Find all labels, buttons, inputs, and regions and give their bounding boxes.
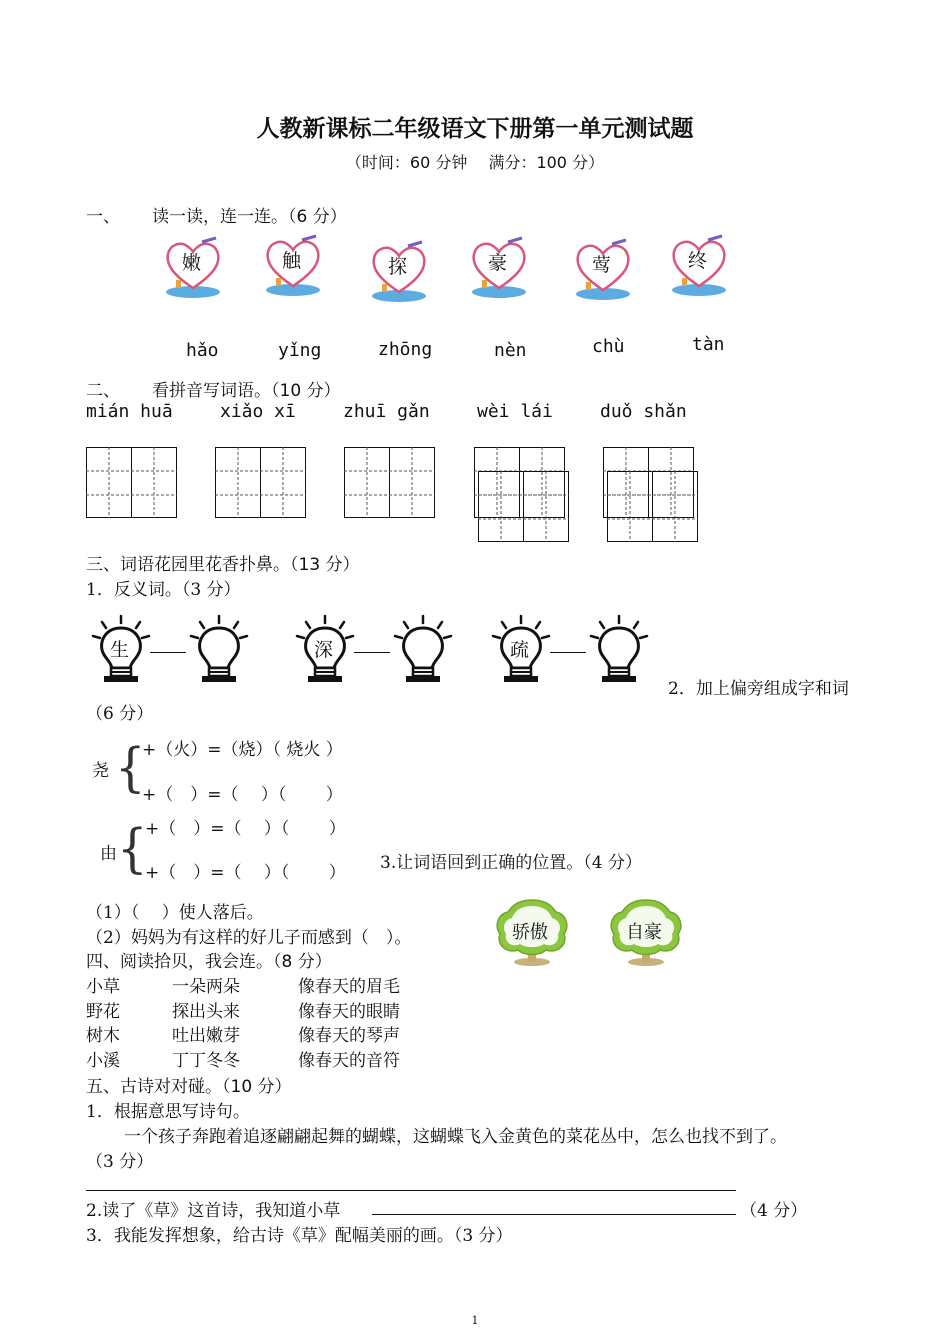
- tian-grid[interactable]: [478, 471, 570, 543]
- tian-grid[interactable]: [215, 447, 307, 519]
- lightbulb-icon: [490, 614, 552, 686]
- section-3-title: 三、词语花园里花香扑鼻。（13 分）: [86, 555, 360, 575]
- lightbulb-icon: [294, 614, 356, 686]
- lightbulb-icon[interactable]: [188, 614, 250, 686]
- match-item[interactable]: 小溪: [86, 1050, 120, 1071]
- tian-grid[interactable]: [86, 447, 178, 519]
- answer-line[interactable]: [86, 1190, 736, 1191]
- radical-base-1: 尧: [92, 761, 109, 781]
- match-item[interactable]: 像春天的眉毛: [298, 977, 400, 997]
- antonym-character: 生: [110, 639, 130, 661]
- heart-card: [262, 234, 324, 300]
- radical-base-2: 由: [100, 844, 117, 864]
- pinyin-label: zhōng: [378, 339, 433, 360]
- pinyin-word: wèi lái: [477, 401, 553, 422]
- match-item[interactable]: 吐出嫩芽: [172, 1026, 240, 1046]
- section-5-title: 五、古诗对对碰。（10 分）: [86, 1077, 292, 1097]
- poem-question-1: 1．根据意思写诗句。: [86, 1102, 250, 1122]
- match-item[interactable]: 像春天的琴声: [298, 1026, 400, 1046]
- tian-grid[interactable]: [344, 447, 436, 519]
- radical-row: +（ ）=（ ）（ ）: [142, 785, 343, 805]
- match-item[interactable]: 丁丁冬冬: [172, 1050, 240, 1071]
- pinyin-word: xiǎo xī: [220, 401, 296, 422]
- poem-meaning-text: 一个孩子奔跑着追逐翩翩起舞的蝴蝶，这蝴蝶飞入金黄色的菜花丛中，怎么也找不到了。: [124, 1127, 787, 1147]
- pinyin-word: duǒ shǎn: [600, 401, 687, 422]
- sentence-2: （2）妈妈为有这样的好儿子而感到（ ）。: [86, 928, 412, 948]
- tian-grid[interactable]: [607, 471, 699, 543]
- sentence-1: （1）（ ）使人落后。: [86, 903, 264, 923]
- match-item[interactable]: 像春天的音符: [298, 1050, 400, 1071]
- pinyin-label: chù: [592, 336, 625, 357]
- lightbulb-icon[interactable]: [392, 614, 454, 686]
- pinyin-word: mián huā: [86, 401, 173, 422]
- poem-question-2: 2.读了《草》这首诗，我知道小草: [86, 1201, 341, 1221]
- match-item[interactable]: 小草: [86, 977, 120, 997]
- heart-character: 莺: [592, 254, 612, 276]
- heart-card: [668, 234, 730, 300]
- match-item[interactable]: 像春天的眼睛: [298, 1001, 400, 1022]
- tree-word: 骄傲: [512, 922, 548, 943]
- page-subtitle: （时间：60 分钟 满分：100 分）: [345, 153, 605, 172]
- heart-card: [572, 238, 634, 304]
- pinyin-word: zhuī gǎn: [343, 401, 430, 422]
- section-2-number: 二、: [86, 381, 120, 401]
- pinyin-label: hǎo: [186, 340, 219, 361]
- lightbulb-icon[interactable]: [588, 614, 650, 686]
- tree-word: 自豪: [626, 922, 662, 943]
- dash-connector: [550, 652, 586, 653]
- dash-connector: [354, 652, 390, 653]
- radical-question-score: （6 分）: [86, 704, 154, 724]
- dash-connector: [150, 652, 186, 653]
- heart-card: [468, 236, 530, 302]
- word-tree: [606, 896, 686, 968]
- radical-row: +（ ）=（ ）（ ）: [145, 863, 346, 883]
- section-1-number: 一、: [86, 207, 120, 227]
- section-4-title: 四、阅读拾贝，我会连。（8 分）: [86, 952, 332, 972]
- heart-character: 终: [688, 250, 708, 272]
- poem-question-2-score: （4 分）: [740, 1201, 808, 1221]
- heart-character: 嫩: [182, 252, 202, 274]
- match-item[interactable]: 树木: [86, 1026, 120, 1046]
- page-number: 1: [471, 1314, 479, 1327]
- poem-question-3: 3．我能发挥想象，给古诗《草》配幅美丽的画。（3 分）: [86, 1226, 513, 1246]
- radical-question: 2．加上偏旁组成字和词: [668, 679, 849, 699]
- answer-line[interactable]: [372, 1214, 736, 1215]
- brace-icon: {: [115, 737, 146, 799]
- heart-card: [162, 236, 224, 302]
- radical-row: +（ ）=（ ）（ ）: [145, 819, 346, 839]
- match-item[interactable]: 探出头来: [172, 1001, 240, 1022]
- antonym-character: 疏: [510, 639, 530, 661]
- match-item[interactable]: 野花: [86, 1001, 120, 1022]
- page-title: 人教新课标二年级语文下册第一单元测试题: [256, 116, 694, 142]
- radical-row: +（火）=（烧）（ 烧火 ）: [142, 740, 343, 760]
- heart-character: 触: [282, 250, 302, 272]
- pinyin-label: nèn: [494, 340, 527, 361]
- heart-character: 豪: [488, 252, 508, 274]
- heart-card: [368, 240, 430, 306]
- antonym-question: 1．反义词。（3 分）: [86, 580, 241, 600]
- lightbulb-icon: [90, 614, 152, 686]
- antonym-character: 深: [314, 639, 334, 661]
- word-tree: [492, 896, 572, 968]
- heart-character: 探: [388, 256, 408, 278]
- brace-icon: {: [117, 818, 148, 880]
- section-2-title: 看拼音写词语。（10 分）: [152, 381, 341, 401]
- poem-question-1-score: （3 分）: [86, 1152, 154, 1172]
- pinyin-label: tàn: [692, 334, 725, 355]
- word-placement-question: 3.让词语回到正确的位置。（4 分）: [380, 853, 642, 873]
- section-1-title: 读一读，连一连。（6 分）: [152, 207, 347, 227]
- match-item[interactable]: 一朵两朵: [172, 977, 240, 997]
- pinyin-label: yǐng: [278, 340, 322, 361]
